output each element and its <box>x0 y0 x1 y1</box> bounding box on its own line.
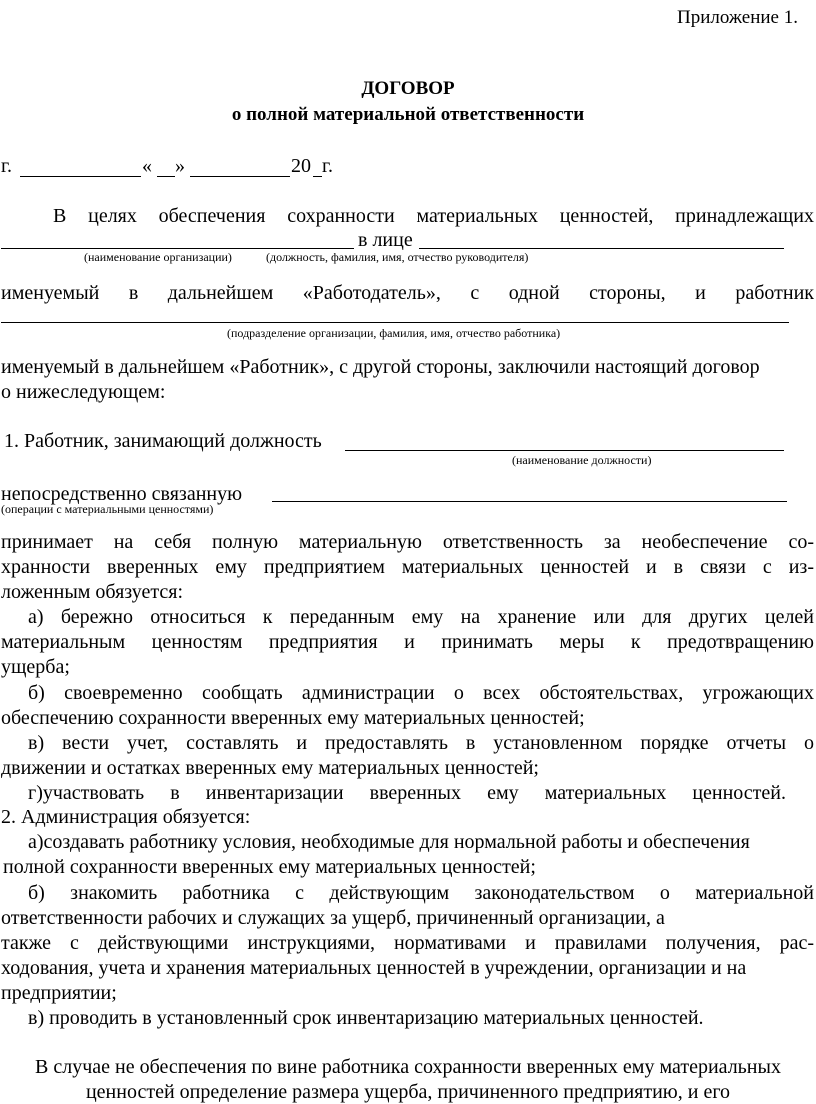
head-blank <box>419 248 784 249</box>
closing-line-2: ценностей определение размера ущерба, причиненного предприятию, и его <box>85 1081 731 1103</box>
year-blank <box>313 176 322 177</box>
in-person-label: в лице <box>358 229 413 251</box>
year-prefix: 20 <box>291 155 311 177</box>
clause1-a-1: а) бережно относиться к переданным ему на хранение или для других целей <box>28 606 814 628</box>
clause2-b-2: ответственности рабочих и служащих за ущерб, причиненный организации, а <box>1 907 665 929</box>
hint-position: (наименование должности) <box>512 453 652 467</box>
annex-label: Приложение 1. <box>677 7 798 28</box>
clause2-b-5: предприятии; <box>1 982 117 1004</box>
hint-head: (должность, фамилия, имя, отчество руководителя) <box>266 250 529 264</box>
clause1-b-1: б) своевременно сообщать администрации о всех обстоятельствах, угрожающих <box>28 682 814 704</box>
clause1-position: 1. Работник, занимающий должность <box>4 430 322 452</box>
worker-line-1: именуемый в дальнейшем «Работник», с другой стороны, заключили настоящий договор <box>1 356 760 378</box>
hint-worker: (подразделение организации, фамилия, имя, отчество работника) <box>227 326 561 340</box>
clause1-c-1: в) вести учет, составлять и предоставлять в установленном порядке отчеты о <box>28 732 814 754</box>
quote-close: » <box>175 155 185 177</box>
clause1-d-1: г)участвовать в инвентаризации вверенных ему материальных ценностей. <box>28 782 786 804</box>
clause2-b-3: также с действующими инструкциями, нормативами и правилами получения, рас- <box>1 932 814 954</box>
position-blank <box>345 450 784 451</box>
clause1-a-2: материальным ценностям предприятия и принимать меры к предотвращению <box>1 631 814 653</box>
city-prefix: г. <box>1 155 12 177</box>
clause1-related: непосредственно связанную <box>1 483 243 505</box>
intro-line-1: В целях обеспечения сохранности материальных ценностей, принадлежащих <box>53 205 814 227</box>
closing-line-1: В случае не обеспечения по вине работника сохранности вверенных ему материальных <box>35 1056 781 1078</box>
clause1-text-2: хранности вверенных ему предприятием материальных ценностей и в связи с из- <box>1 556 814 578</box>
day-blank <box>157 176 175 177</box>
clause1-a-3: ущерба; <box>1 656 70 678</box>
org-blank <box>1 248 354 249</box>
clause1-c-2: движении и остатках вверенных ему материальных ценностей; <box>1 757 539 779</box>
clause2-b-1: б) знакомить работника с действующим законодательством о материальной <box>28 882 814 904</box>
clause1-text-3: ложенным обязуется: <box>1 581 184 603</box>
worker-line-2: о нижеследующем: <box>1 381 166 403</box>
month-blank <box>190 176 290 177</box>
clause2-c-1: в) проводить в установленный срок инвентаризацию материальных ценностей. <box>28 1007 704 1029</box>
clause2-heading: 2. Администрация обязуется: <box>1 806 251 828</box>
worker-blank <box>1 322 789 323</box>
clause2-a-2: полной сохранности вверенных ему материальных ценностей; <box>3 856 536 878</box>
document-title: ДОГОВОР <box>361 78 455 99</box>
operations-blank <box>272 501 787 502</box>
hint-operations: (операции с материальными ценностями) <box>1 502 214 516</box>
clause2-a-1: а)создавать работнику условия, необходимые для нормальной работы и обеспечения <box>28 831 750 853</box>
clause1-b-2: обеспечению сохранности вверенных ему материальных ценностей; <box>1 707 585 729</box>
quote-open: « <box>142 155 152 177</box>
hint-organization: (наименование организации) <box>84 250 232 264</box>
employer-line: именуемый в дальнейшем «Работодатель», с одной стороны, и работник <box>1 282 814 304</box>
city-blank <box>20 176 141 177</box>
clause1-text-1: принимает на себя полную материальную ответственность за необеспечение со- <box>1 531 814 553</box>
document-subtitle: о полной материальной ответственности <box>231 104 585 125</box>
clause2-b-4: ходования, учета и хранения материальных ценностей в учреждении, организации и на <box>1 957 747 979</box>
year-suffix: г. <box>322 155 333 177</box>
